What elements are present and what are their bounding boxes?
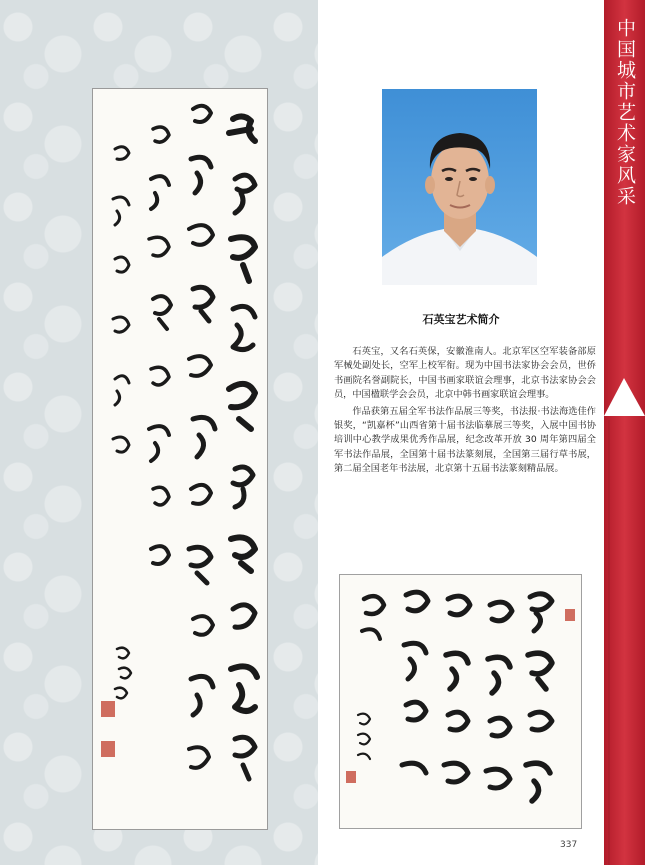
calligraphy-work-right [339, 574, 582, 829]
artist-biography [334, 345, 596, 479]
bio-paragraph: 石英宝，又名石英保，安徽淮南人。北京军区空军装备部原军械处副处长，空军上校军衔。现为中国书法家协会会员，世侨书画院名誉副院长，中国书画家联谊会理事，北京书法家协会会员，中国楹联学会会员，北京中韩书画家联谊会理事。 [334, 346, 596, 401]
seal-stamp [101, 741, 115, 757]
banner-shadow [608, 420, 610, 865]
portrait-illustration [382, 89, 537, 285]
seal-stamp [346, 771, 356, 783]
calligraphy-brushwork-left [93, 89, 267, 829]
banner-notch [604, 378, 645, 416]
calligraphy-scroll-left [92, 88, 268, 830]
page-number: 337 [560, 840, 578, 850]
bio-paragraph: 作品获第五届全军书法作品展三等奖，书法报·书法海选佳作银奖，“凯嘉杯”山西省第十届书法临摹展三等奖，入展中国书协培训中心教学成果优秀作品展，纪念改革开放 30 周年第四届全军书法作品展，全国第十届书法篆刻展，全国第三届行草书展，第二届全国老年书法展，北京第十五届书法篆刻精品展。 [334, 405, 596, 475]
seal-stamp [101, 701, 115, 717]
section-banner [604, 0, 645, 865]
seal-stamp [565, 609, 575, 621]
banner-title: 中国城市艺术家风采 [614, 18, 636, 207]
intro-title: 石英宝艺术简介 [422, 313, 500, 326]
calligraphy-brushwork-right [340, 575, 581, 828]
artist-portrait [382, 89, 537, 285]
